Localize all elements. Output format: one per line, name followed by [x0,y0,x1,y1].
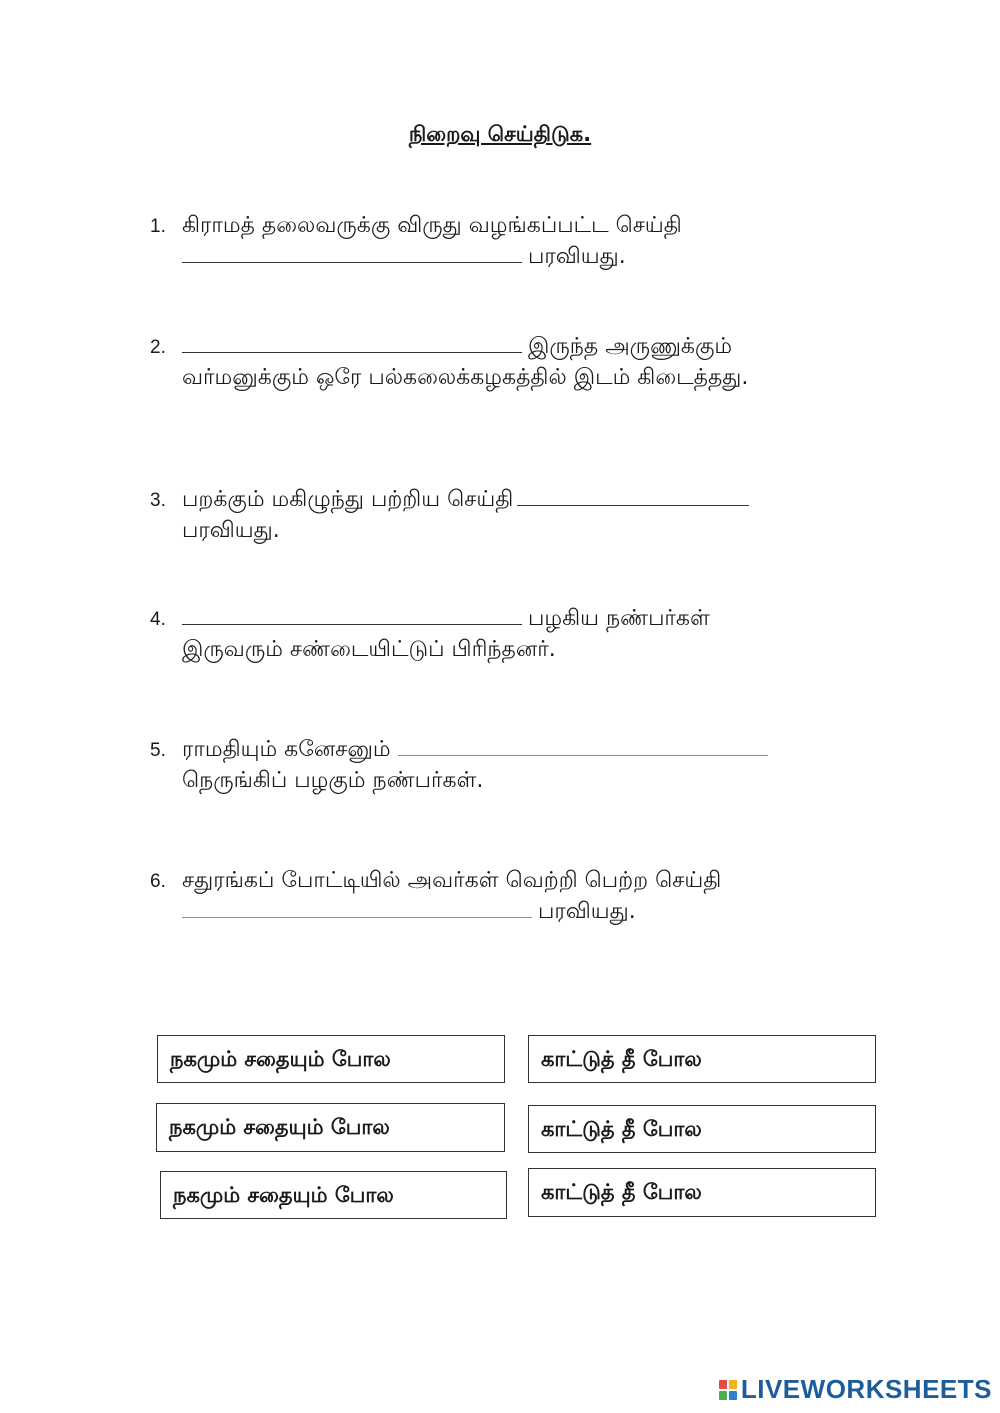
option-box[interactable]: காட்டுத் தீ போல [528,1168,876,1217]
answer-blank[interactable] [398,735,768,756]
question-text-before: சதுரங்கப் போட்டியில் அவர்கள் வெற்றி பெற்ற செய்தி [182,868,722,893]
question-text-after: பரவியது. [528,244,626,269]
question-6 [150,865,890,927]
question-number: 2. [150,337,166,358]
question-5 [150,734,890,796]
question-text-after: இருந்த அருணுக்கும் வர்மனுக்கும் ஒரே பல்கலைக்கழகத்தில் இடம் கிடைத்தது. [182,334,749,390]
answer-blank[interactable] [182,897,532,918]
question-number: 3. [150,490,166,511]
question-text-before: பறக்கும் மகிழுந்து பற்றிய செய்தி [182,487,514,512]
logo-text: LIVEWORKSHEETS [740,1374,992,1404]
answer-blank[interactable] [182,332,522,353]
question-1 [150,210,890,272]
question-text-after: நெருங்கிப் பழகும் நண்பர்கள். [182,768,484,793]
question-3 [150,484,890,546]
answer-blank[interactable] [182,242,522,263]
question-number: 5. [150,740,166,761]
liveworksheets-logo [719,1374,992,1405]
question-text-before: ராமதியும் கனேசனும் [182,737,391,762]
option-box[interactable]: நகமும் சதையும் போல [156,1103,505,1152]
question-text-after: பரவியது. [182,518,280,543]
option-box[interactable]: காட்டுத் தீ போல [528,1035,876,1083]
question-number: 6. [150,871,166,892]
question-text-before: கிராமத் தலைவருக்கு விருது வழங்கப்பட்ட செய்தி [182,213,682,238]
option-box[interactable]: காட்டுத் தீ போல [528,1105,876,1153]
question-4 [150,603,890,665]
worksheet-title: நிறைவு செய்திடுக. [408,122,592,146]
question-text-after: பழகிய நண்பர்கள் இருவரும் சண்டையிட்டுப் பிரிந்தனர். [182,606,710,662]
question-2 [150,331,890,393]
option-box[interactable]: நகமும் சதையும் போல [160,1171,507,1219]
answer-blank[interactable] [517,485,749,506]
option-box[interactable]: நகமும் சதையும் போல [157,1035,505,1083]
question-number: 4. [150,609,166,630]
answer-blank[interactable] [182,604,522,625]
question-number: 1. [150,216,166,237]
logo-grid-icon [719,1380,737,1400]
question-text-after: பரவியது. [538,899,636,924]
